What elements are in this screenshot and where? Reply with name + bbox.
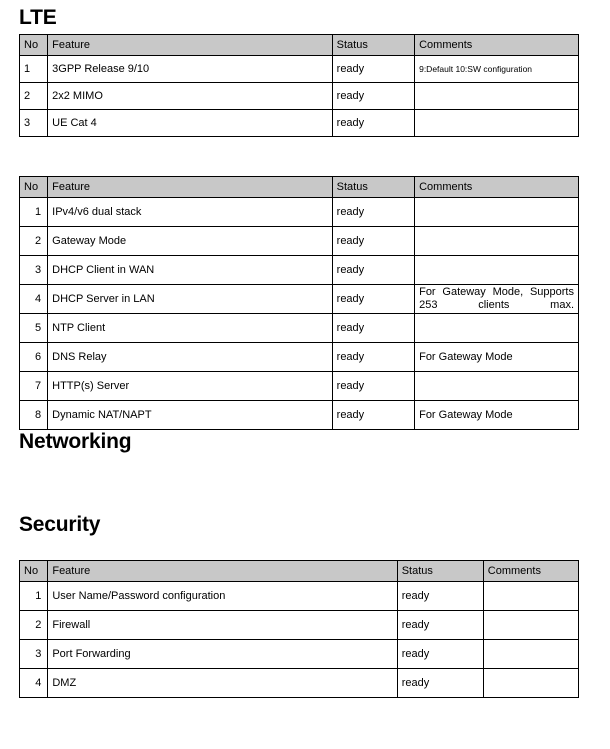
cell-no: 1 [20,56,48,83]
lte-feature-table [19,34,579,137]
cell-feature: Gateway Mode [48,227,333,256]
column-header-comments: Comments [483,561,578,582]
cell-status: ready [397,582,483,611]
table-header-row [20,35,579,56]
table-row [20,198,579,227]
cell-comments [415,314,579,343]
cell-comments: For Gateway Mode, Supports 253 clients max. [415,285,579,314]
cell-feature: DHCP Client in WAN [48,256,333,285]
cell-status: ready [332,83,414,110]
cell-comments [483,582,578,611]
column-header-comments: Comments [415,177,579,198]
cell-feature: 3GPP Release 9/10 [48,56,333,83]
cell-no: 8 [20,401,48,430]
table-row [20,343,579,372]
cell-status: ready [332,343,414,372]
table-row [20,401,579,430]
cell-status: ready [332,227,414,256]
cell-feature: User Name/Password configuration [48,582,397,611]
column-header-comments: Comments [415,35,579,56]
table-row [20,372,579,401]
column-header-no: No [20,561,48,582]
table-row [20,669,579,698]
cell-status: ready [332,372,414,401]
cell-comments [415,110,579,137]
table-row [20,314,579,343]
security-feature-table [19,560,579,698]
column-header-feature: Feature [48,561,397,582]
cell-status: ready [332,314,414,343]
cell-no: 1 [20,198,48,227]
cell-feature: DMZ [48,669,397,698]
cell-no: 1 [20,582,48,611]
cell-status: ready [332,198,414,227]
cell-no: 5 [20,314,48,343]
cell-no: 2 [20,227,48,256]
column-header-feature: Feature [48,35,333,56]
cell-feature: Port Forwarding [48,640,397,669]
cell-feature: Firewall [48,611,397,640]
cell-status: ready [397,669,483,698]
table-row [20,256,579,285]
cell-status: ready [332,110,414,137]
cell-status: ready [332,256,414,285]
cell-comments [415,372,579,401]
cell-feature: Dynamic NAT/NAPT [48,401,333,430]
table-row [20,611,579,640]
cell-status: ready [332,285,414,314]
cell-no: 3 [20,640,48,669]
cell-no: 2 [20,611,48,640]
cell-comments [415,83,579,110]
column-header-no: No [20,177,48,198]
cell-no: 6 [20,343,48,372]
table-row [20,285,579,314]
cell-comments [415,256,579,285]
column-header-status: Status [397,561,483,582]
cell-no: 3 [20,256,48,285]
networking-feature-table [19,176,579,430]
table-row [20,110,579,137]
cell-feature: UE Cat 4 [48,110,333,137]
table-header-row [20,177,579,198]
cell-comments: For Gateway Mode [415,343,579,372]
cell-comments [415,198,579,227]
cell-no: 3 [20,110,48,137]
cell-status: ready [332,56,414,83]
page-title-security: Security [19,513,101,536]
table-row [20,582,579,611]
cell-status: ready [332,401,414,430]
cell-status: ready [397,611,483,640]
column-header-status: Status [332,177,414,198]
table-row [20,227,579,256]
cell-comments: 9:Default 10:SW configuration [415,56,579,83]
page-title-lte: LTE [19,6,57,29]
cell-no: 7 [20,372,48,401]
cell-feature: DHCP Server in LAN [48,285,333,314]
cell-feature: 2x2 MIMO [48,83,333,110]
table-row [20,83,579,110]
cell-feature: IPv4/v6 dual stack [48,198,333,227]
cell-no: 4 [20,285,48,314]
table-row [20,640,579,669]
table-row [20,56,579,83]
cell-feature: NTP Client [48,314,333,343]
cell-comments: For Gateway Mode [415,401,579,430]
cell-no: 4 [20,669,48,698]
page-title-networking: Networking [19,430,132,453]
cell-status: ready [397,640,483,669]
cell-comments [483,669,578,698]
cell-comments [483,611,578,640]
column-header-no: No [20,35,48,56]
cell-comments [483,640,578,669]
column-header-feature: Feature [48,177,333,198]
cell-no: 2 [20,83,48,110]
table-header-row [20,561,579,582]
cell-feature: HTTP(s) Server [48,372,333,401]
cell-comments [415,227,579,256]
column-header-status: Status [332,35,414,56]
cell-feature: DNS Relay [48,343,333,372]
